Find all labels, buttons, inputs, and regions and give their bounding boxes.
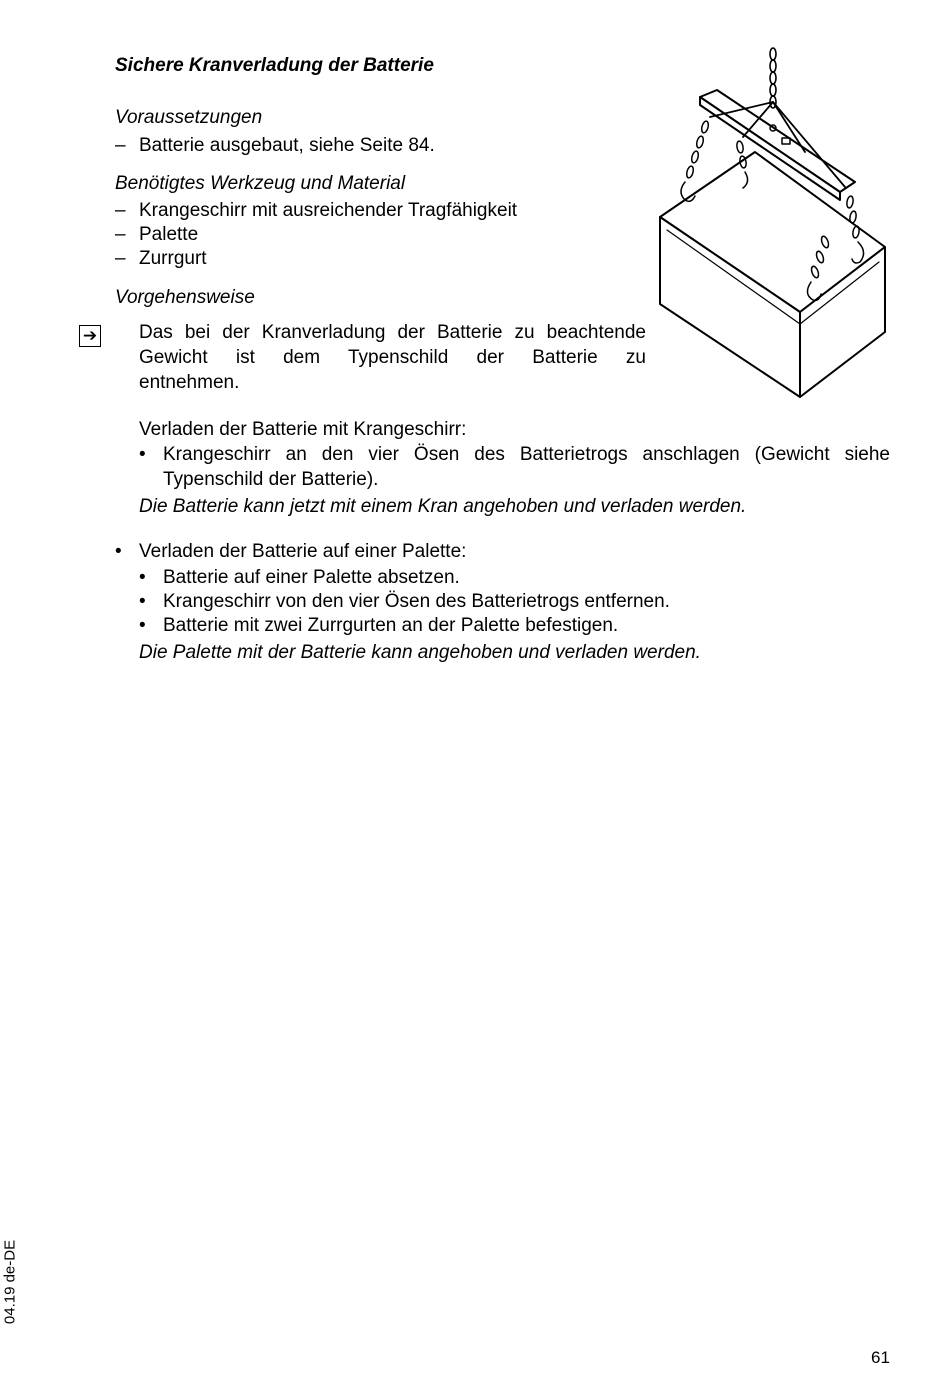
- prerequisite-item: Batterie ausgebaut, siehe Seite 84.: [139, 135, 435, 156]
- crane-step-line: Typenschild der Batterie).: [163, 469, 379, 490]
- document-version-code: 04.19 de-DE: [1, 1239, 19, 1325]
- crane-result: Die Batterie kann jetzt mit einem Kran angehoben und verladen werden.: [139, 496, 747, 517]
- crane-step-line: Krangeschirr an den vier Ösen des Batterietrogs anschlagen (Gewicht siehe: [163, 444, 890, 465]
- battery-box: [660, 152, 885, 397]
- pallet-step: Krangeschirr von den vier Ösen des Batterietrogs entfernen.: [163, 591, 670, 612]
- tools-item: Krangeschirr mit ausreichender Tragfähigkeit: [139, 200, 518, 221]
- page-number: 61: [871, 1348, 890, 1367]
- bullet-marker: •: [139, 444, 146, 465]
- procedure-heading: Vorgehensweise: [115, 287, 255, 308]
- dash-marker: –: [115, 135, 126, 156]
- section-title: Sichere Kranverladung der Batterie: [115, 55, 434, 76]
- battery-crane-lifting-icon: [655, 42, 895, 432]
- arrow-right-icon: ➔: [79, 325, 101, 347]
- dash-marker: –: [115, 200, 126, 221]
- top-chain: [770, 48, 776, 108]
- pallet-step: Batterie mit zwei Zurrgurten an der Palette befestigen.: [163, 615, 619, 636]
- note-line: Gewicht ist dem Typenschild der Batterie zu: [139, 347, 646, 368]
- bullet-marker: •: [139, 567, 146, 588]
- dash-marker: –: [115, 224, 126, 245]
- bullet-marker: •: [139, 591, 146, 612]
- prerequisites-heading: Voraussetzungen: [115, 107, 263, 128]
- tools-heading: Benötigtes Werkzeug und Material: [115, 173, 406, 194]
- pallet-intro: Verladen der Batterie auf einer Palette:: [139, 541, 467, 562]
- pallet-result: Die Palette mit der Batterie kann angehoben und verladen werden.: [139, 642, 701, 663]
- tools-item: Zurrgurt: [139, 248, 207, 269]
- bullet-marker: •: [139, 615, 146, 636]
- tools-item: Palette: [139, 224, 199, 245]
- pallet-step: Batterie auf einer Palette absetzen.: [163, 567, 460, 588]
- dash-marker: –: [115, 248, 126, 269]
- bullet-marker: •: [115, 541, 122, 562]
- crane-intro: Verladen der Batterie mit Krangeschirr:: [139, 419, 467, 440]
- note-line: Das bei der Kranverladung der Batterie zu beachtende: [139, 322, 646, 343]
- note-line: entnehmen.: [139, 372, 240, 393]
